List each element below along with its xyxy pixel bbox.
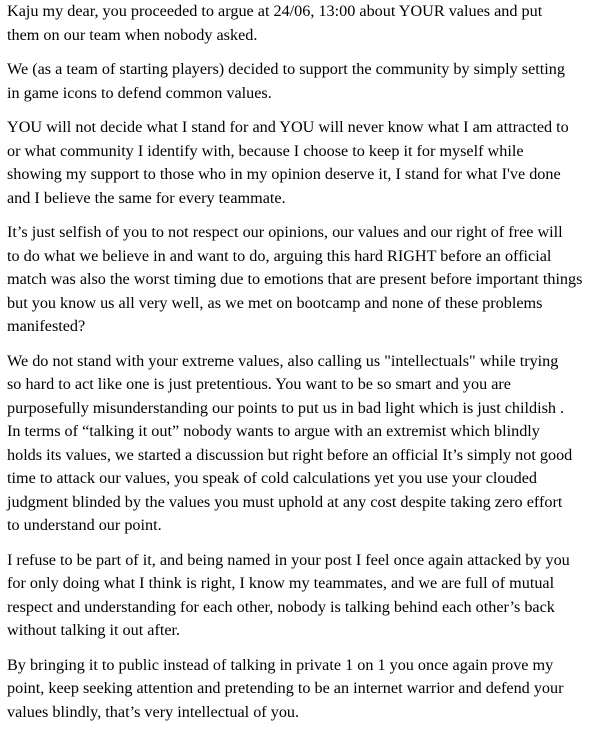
text-line: so hard to act like one is just pretentious. You want to be so smart and you are — [7, 375, 511, 393]
text-line: showing my support to those who in my opinion deserve it, I stand for what I've done — [7, 165, 561, 183]
text-line: without talking it out after. — [7, 621, 181, 639]
text-line: It’s just selfish of you to not respect our opinions, our values and our right of free will — [7, 223, 563, 241]
text-line: values blindly, that’s very intellectual of you. — [7, 702, 300, 721]
paragraph-6 — [7, 549, 609, 643]
text-line: point, keep seeking attention and pretending to be an internet warrior and defend your — [7, 679, 564, 697]
text-line: judgment blinded by the values you must uphold at any cost despite taking zero effort — [7, 492, 563, 511]
paragraph-3 — [7, 116, 609, 210]
text-line: purposefully misunderstanding our points to put us in bad light which is just childish . — [7, 398, 565, 417]
text-line: respect and understanding for each other, nobody is talking behind each other’s back — [7, 597, 555, 616]
text-line: Kaju my dear, you proceeded to argue at 24/06, 13:00 about YOUR values and put — [7, 2, 543, 20]
text-line: but you know us all very well, as we met on bootcamp and none of these problems — [7, 293, 543, 312]
text-line: We (as a team of starting players) decided to support the community by simply setting — [7, 60, 565, 78]
text-line: manifested? — [7, 317, 86, 335]
text-line: for only doing what I think is right, I know my teammates, and we are full of mutual — [7, 574, 555, 592]
text-line: I refuse to be part of it, and being named in your post I feel once again attacked by you — [7, 550, 570, 569]
text-line: In terms of “talking it out” nobody wants to argue with an extremist which blindly — [7, 422, 540, 440]
text-line: in game icons to defend common values. — [7, 83, 272, 102]
text-line: and I believe the same for every teammate. — [7, 188, 286, 207]
text-line: We do not stand with your extreme values, also calling us "intellectuals" while trying — [7, 351, 559, 370]
paragraph-5 — [7, 350, 609, 538]
text-line: to understand our point. — [7, 516, 162, 534]
text-line: time to attack our values, you speak of cold calculations yet you use your clouded — [7, 469, 537, 487]
document-body — [7, 0, 609, 735]
text-line: YOU will not decide what I stand for and YOU will never know what I am attracted to — [7, 118, 569, 136]
text-line: or what community I identify with, because I choose to keep it for myself while — [7, 141, 524, 160]
paragraph-4 — [7, 221, 609, 339]
text-line: them on our team when nobody asked. — [7, 25, 258, 44]
paragraph-7 — [7, 654, 609, 725]
paragraph-1 — [7, 0, 609, 47]
text-line: to do what we believe in and want to do, arguing this hard RIGHT before an official — [7, 246, 552, 265]
text-line: holds its values, we started a discussion but right before an official It’s simply not good — [7, 445, 573, 464]
text-line: By bringing it to public instead of talking in private 1 on 1 you once again prove my — [7, 655, 554, 674]
paragraph-2 — [7, 58, 609, 105]
text-line: match was also the worst timing due to emotions that are present before important things — [7, 270, 583, 288]
